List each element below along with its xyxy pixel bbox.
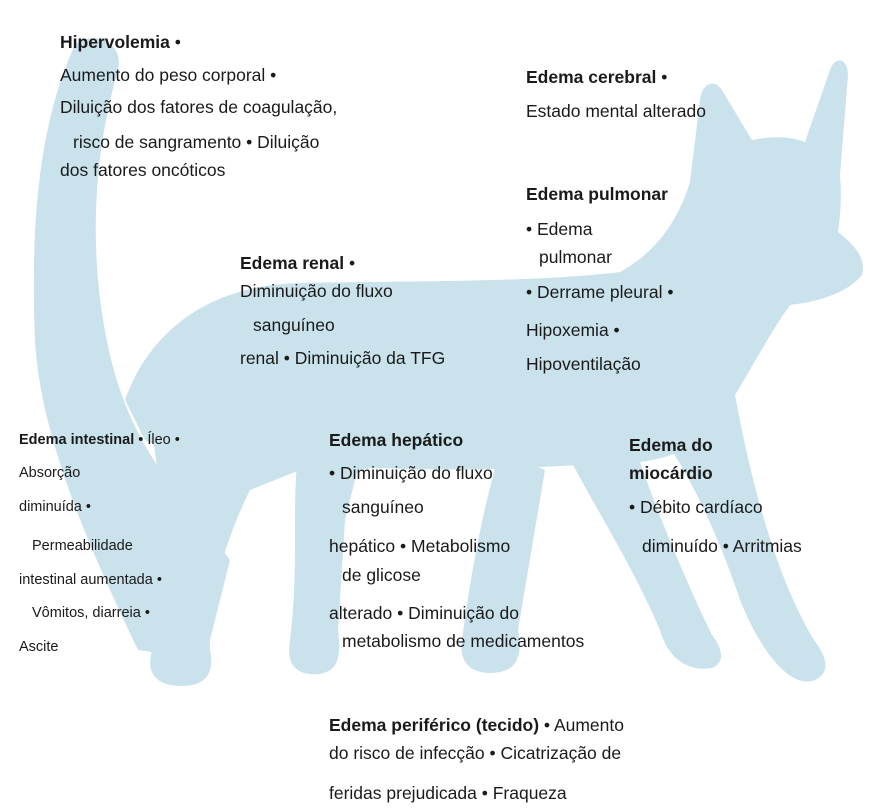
edema-miocardio-line: diminuído • Arritmias bbox=[642, 536, 802, 556]
edema-intestinal-line: Permeabilidade bbox=[32, 538, 133, 554]
edema-cerebral-line: Estado mental alterado bbox=[526, 101, 706, 121]
edema-hepatico-title: Edema hepático bbox=[329, 430, 464, 450]
edema-cerebral-title-suffix: • bbox=[656, 67, 668, 87]
edema-hepatico-line: sanguíneo bbox=[342, 497, 424, 517]
edema-intestinal-line: intestinal aumentada • bbox=[19, 572, 162, 588]
edema-pulmonar-line: • Derrame pleural • bbox=[526, 282, 674, 302]
edema-renal-line: renal • Diminuição da TFG bbox=[240, 348, 446, 368]
edema-periferico-line: feridas prejudicada • Fraqueza bbox=[329, 783, 567, 803]
edema-intestinal-line: diminuída • bbox=[19, 499, 91, 515]
edema-renal-line: Diminuição do fluxo bbox=[240, 281, 393, 301]
edema-cerebral-title: Edema cerebral bbox=[526, 67, 657, 87]
edema-hepatico-line: • Diminuição do fluxo bbox=[329, 463, 493, 483]
edema-periferico-title-suffix: • Aumento bbox=[539, 715, 624, 735]
edema-intestinal-line: Absorção bbox=[19, 465, 81, 481]
edema-intestinal-line: Ascite bbox=[19, 639, 59, 655]
edema-intestinal-title: Edema intestinal bbox=[19, 432, 135, 448]
edema-hepatico-line: de glicose bbox=[342, 565, 421, 585]
edema-miocardio-line: • Débito cardíaco bbox=[629, 497, 763, 517]
edema-pulmonar-line: Hipoventilação bbox=[526, 354, 641, 374]
edema-renal-line: sanguíneo bbox=[253, 315, 335, 335]
hipervolemia-title: Hipervolemia bbox=[60, 32, 170, 52]
edema-renal-title-suffix: • bbox=[344, 253, 356, 273]
edema-intestinal-line: Vômitos, diarreia • bbox=[32, 605, 150, 621]
edema-pulmonar-line: Hipoxemia • bbox=[526, 320, 620, 340]
edema-periferico-title: Edema periférico (tecido) bbox=[329, 715, 540, 735]
hipervolemia-line: dos fatores oncóticos bbox=[60, 160, 226, 180]
hipervolemia-line: Diluição dos fatores de coagulação, bbox=[60, 97, 338, 117]
edema-hepatico-line: alterado • Diminuição do bbox=[329, 603, 519, 623]
edema-hepatico-line: metabolismo de medicamentos bbox=[342, 631, 585, 651]
edema-hepatico-line: hepático • Metabolismo bbox=[329, 536, 511, 556]
hipervolemia-line: risco de sangramento • Diluição bbox=[73, 132, 320, 152]
edema-miocardio-title: Edema do bbox=[629, 435, 713, 455]
edema-intestinal-title-suffix: • Íleo • bbox=[134, 432, 180, 448]
edema-miocardio-title: miocárdio bbox=[629, 463, 713, 483]
hipervolemia-title-suffix: • bbox=[169, 32, 181, 52]
edema-pulmonar-title: Edema pulmonar bbox=[526, 184, 668, 204]
edema-renal-title: Edema renal bbox=[240, 253, 345, 273]
hipervolemia-line: Aumento do peso corporal • bbox=[60, 65, 277, 85]
edema-pulmonar-line: • Edema bbox=[526, 219, 593, 239]
edema-periferico-line: do risco de infecção • Cicatrização de bbox=[329, 743, 622, 763]
edema-pulmonar-line: pulmonar bbox=[539, 247, 612, 267]
